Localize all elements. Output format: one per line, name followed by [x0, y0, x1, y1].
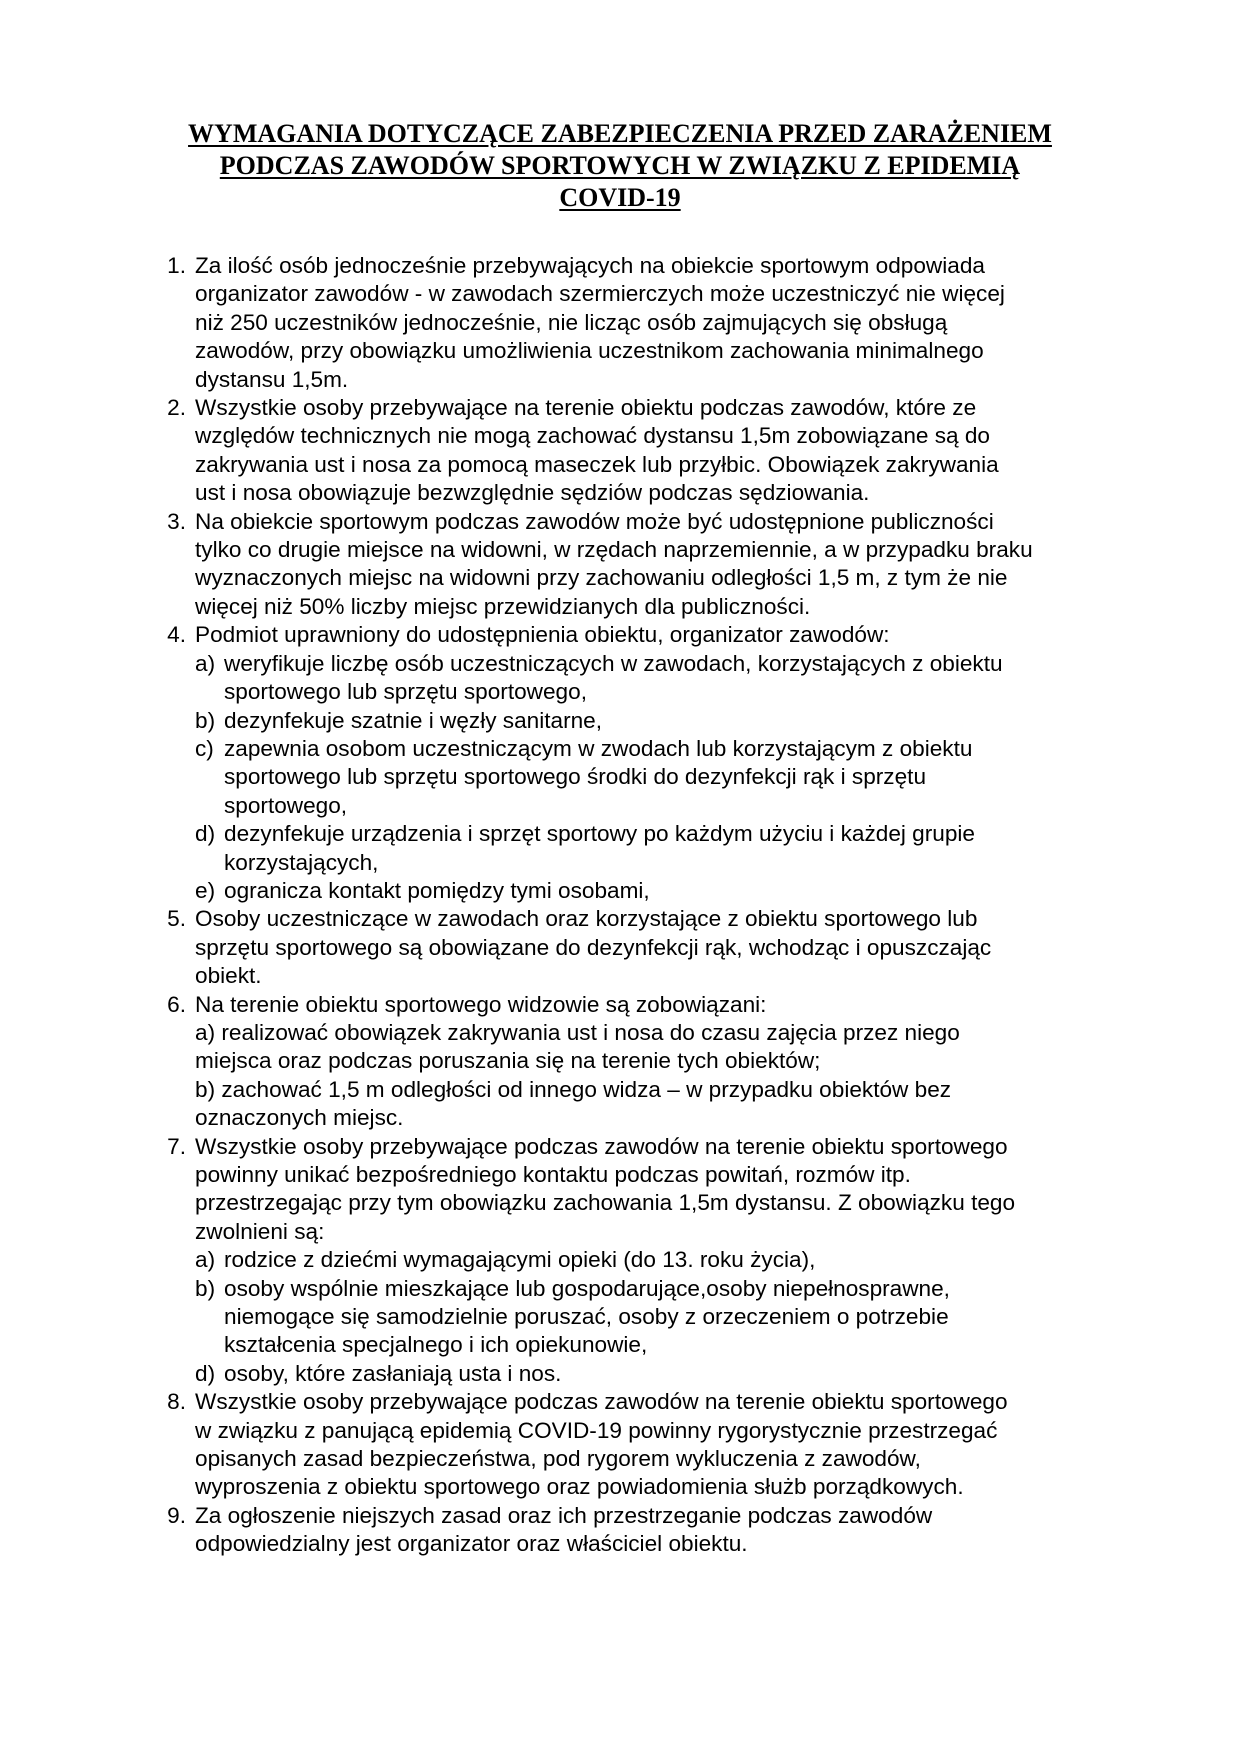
sub-item — [195, 820, 1135, 877]
sub-item-letter: a) — [195, 650, 216, 676]
text-line: tylko co drugie miejsce na widowni, w rzędach naprzemiennie, a w przypadku braku — [195, 537, 1033, 563]
list-item — [150, 1133, 1135, 1389]
text-line: wyznaczonych miejsc na widowni przy zachowaniu odległości 1,5 m, z tym że nie — [195, 565, 1008, 591]
sub-item-line: weryfikuje liczbę osób uczestniczących w zawodach, korzystających z obiektu — [224, 650, 1003, 676]
item-text — [195, 621, 1135, 649]
sub-item-letter: e) — [195, 877, 216, 903]
title-line-1: WYMAGANIA DOTYCZĄCE ZABEZPIECZENIA PRZED ZARAŻENIEM — [188, 119, 1052, 148]
sub-item — [195, 1246, 1135, 1274]
title-line-3: COVID-19 — [559, 183, 681, 212]
sub-item-line: b) zachować 1,5 m odległości od innego widza – w przypadku obiektów bez — [195, 1076, 952, 1102]
document-title — [120, 118, 1120, 214]
item-number: 3. — [167, 508, 186, 534]
text-line: Podmiot uprawniony do udostępnienia obiektu, organizator zawodów: — [195, 622, 890, 648]
sub-item-line: zapewnia osobom uczestniczącym w zwodach lub korzystającym z obiektu — [224, 735, 973, 761]
text-line: Wszystkie osoby przebywające na terenie obiektu podczas zawodów, które ze — [195, 395, 977, 421]
text-line: Wszystkie osoby przebywające podczas zawodów na terenie obiektu sportowego — [195, 1133, 1008, 1159]
sub-item — [195, 735, 1135, 820]
text-line: dystansu 1,5m. — [195, 366, 349, 392]
text-line: powinny unikać bezpośredniego kontaktu podczas powitań, rozmów itp. — [195, 1162, 911, 1187]
title-line-2: PODCZAS ZAWODÓW SPORTOWYCH W ZWIĄZKU Z EPIDEMIĄ — [219, 151, 1021, 180]
item-text — [195, 252, 1135, 394]
sub-item-line: sportowego lub sprzętu sportowego środki do dezynfekcji rąk i sprzętu — [224, 764, 927, 790]
sub-item-letter: b) — [195, 1275, 216, 1301]
sub-item-line: osoby, które zasłaniają usta i nos. — [224, 1360, 562, 1386]
sub-item-line: korzystających, — [224, 849, 379, 875]
sub-item-line: a) realizować obowiązek zakrywania ust i nosa do czasu zajęcia przez niego — [195, 1019, 960, 1045]
sub-item-letter: d) — [195, 1360, 216, 1386]
list-item — [150, 252, 1135, 394]
sub-item-line: dezynfekuje szatnie i węzły sanitarne, — [224, 707, 603, 733]
text-line: zakrywania ust i nosa za pomocą maseczek lub przyłbic. Obowiązek zakrywania — [195, 451, 999, 477]
text-line: obiekt. — [195, 963, 262, 989]
text-line: Osoby uczestniczące w zawodach oraz korzystające z obiektu sportowego lub — [195, 906, 978, 932]
list-item — [150, 991, 1135, 1133]
text-line: Za ilość osób jednocześnie przebywających na obiekcie sportowym odpowiada — [195, 253, 985, 278]
list-item — [150, 508, 1135, 622]
sub-item-line: miejsca oraz podczas poruszania się na terenie tych obiektów; — [195, 1048, 821, 1074]
text-line: Na terenie obiektu sportowego widzowie są zobowiązani: — [195, 991, 767, 1017]
sub-item-block — [195, 1019, 1135, 1133]
sub-item-line: oznaczonych miejsc. — [195, 1105, 404, 1131]
list-item — [150, 394, 1135, 508]
sub-item — [195, 650, 1135, 707]
sub-item-line: sportowego lub sprzętu sportowego, — [224, 679, 587, 705]
sub-item — [195, 877, 1135, 905]
text-line: Na obiekcie sportowym podczas zawodów może być udostępnione publiczności — [195, 508, 994, 534]
item-text — [195, 394, 1135, 508]
sub-item-line: sportowego, — [224, 792, 348, 818]
text-line: więcej niż 50% liczby miejsc przewidzianych dla publiczności. — [195, 593, 811, 619]
text-line: sprzętu sportowego są obowiązane do dezynfekcji rąk, wchodząc i opuszczając — [195, 934, 992, 960]
text-line: opisanych zasad bezpieczeństwa, pod rygorem wykluczenia z zawodów, — [195, 1446, 921, 1472]
sub-item-line: rodzice z dziećmi wymagającymi opieki (do 13. roku życia), — [224, 1247, 816, 1273]
sub-item-letter: b) — [195, 707, 216, 733]
text-line: Wszystkie osoby przebywające podczas zawodów na terenie obiektu sportowego — [195, 1389, 1008, 1415]
rules-list — [150, 252, 1135, 1559]
item-number: 6. — [167, 991, 186, 1017]
item-number: 5. — [167, 906, 186, 932]
sub-item-line: dezynfekuje urządzenia i sprzęt sportowy po każdym użyciu i każdej grupie — [224, 821, 975, 847]
list-item — [150, 1502, 1135, 1559]
item-number: 4. — [167, 622, 186, 648]
item-text — [195, 1388, 1135, 1502]
item-text — [195, 1502, 1135, 1559]
sub-item-line: kształcenia specjalnego i ich opiekunowie, — [224, 1332, 648, 1358]
list-item — [150, 621, 1135, 905]
item-number: 7. — [167, 1133, 186, 1159]
text-line: przestrzegając przy tym obowiązku zachowania 1,5m dystansu. Z obowiązku tego — [195, 1190, 1016, 1216]
item-number: 2. — [167, 395, 186, 421]
sub-item-line: niemogące się samodzielnie poruszać, osoby z orzeczeniem o potrzebie — [224, 1304, 949, 1330]
sub-item-line: osoby wspólnie mieszkające lub gospodarujące,osoby niepełnosprawne, — [224, 1275, 950, 1301]
text-line: względów technicznych nie mogą zachować dystansu 1,5m zobowiązane są do — [195, 423, 990, 449]
text-line: Za ogłoszenie niejszych zasad oraz ich przestrzeganie podczas zawodów — [195, 1502, 933, 1528]
sub-item-letter: c) — [195, 735, 214, 761]
text-line: zwolnieni są: — [195, 1218, 325, 1244]
list-item — [150, 1388, 1135, 1502]
text-line: ust i nosa obowiązuje bezwzględnie sędziów podczas sędziowania. — [195, 480, 870, 506]
list-item — [150, 905, 1135, 990]
sub-item — [195, 707, 1135, 735]
item-number: 8. — [167, 1389, 186, 1415]
text-line: w związku z panującą epidemią COVID-19 powinny rygorystycznie przestrzegać — [195, 1417, 998, 1443]
item-text — [195, 905, 1135, 990]
item-text — [195, 508, 1135, 622]
item-text — [195, 1133, 1135, 1247]
text-line: odpowiedzialny jest organizator oraz właściciel obiektu. — [195, 1531, 748, 1557]
text-line: zawodów, przy obowiązku umożliwienia uczestnikom zachowania minimalnego — [195, 338, 984, 364]
text-line: wyproszenia z obiektu sportowego oraz powiadomienia służb porządkowych. — [195, 1474, 964, 1500]
sub-item-letter: d) — [195, 821, 216, 847]
text-line: organizator zawodów - w zawodach szermierczych może uczestniczyć nie więcej — [195, 281, 1005, 307]
sub-item — [195, 1360, 1135, 1388]
sub-item-letter: a) — [195, 1247, 216, 1273]
item-text — [195, 991, 1135, 1019]
text-line: niż 250 uczestników jednocześnie, nie licząc osób zajmujących się obsługą — [195, 309, 948, 335]
item-number: 1. — [167, 253, 186, 278]
sub-item — [195, 1275, 1135, 1360]
sub-item-line: ogranicza kontakt pomiędzy tymi osobami, — [224, 877, 650, 903]
item-number: 9. — [167, 1502, 186, 1528]
